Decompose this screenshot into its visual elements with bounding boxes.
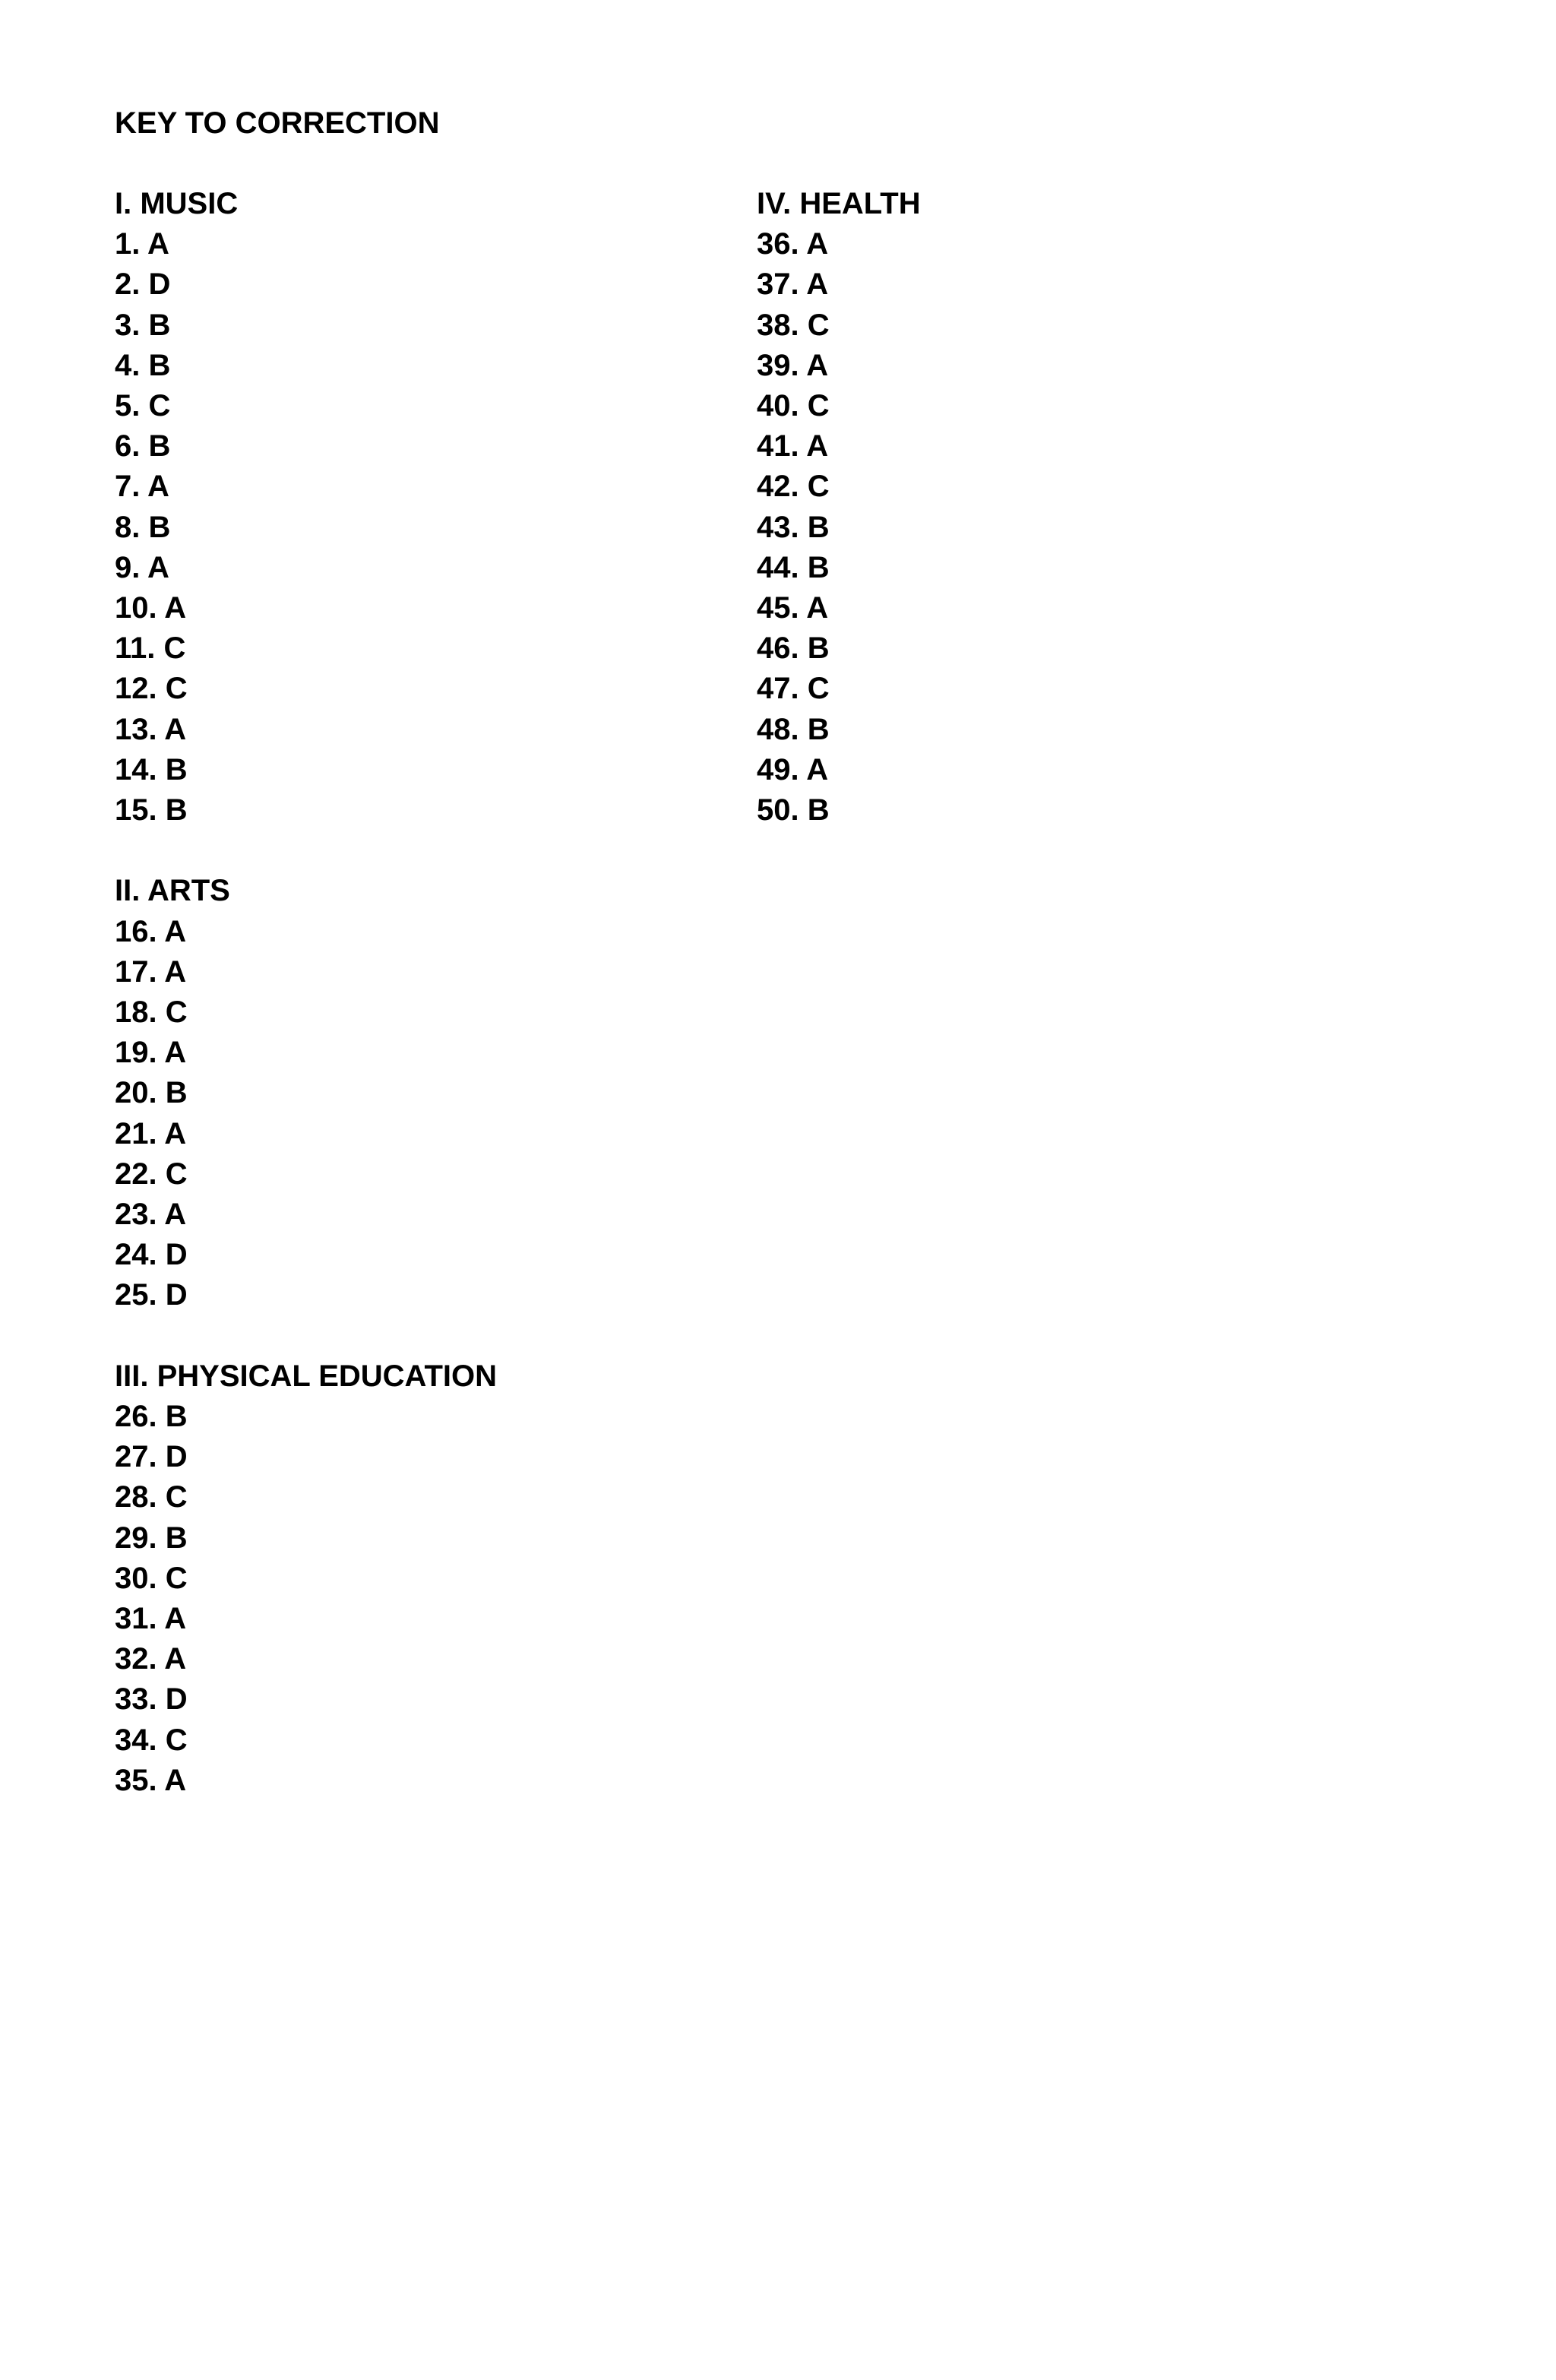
- answer-item: 7. A: [115, 470, 169, 504]
- answer-item: 6. B: [115, 429, 171, 464]
- answer-item: 36. A: [757, 227, 829, 261]
- section-heading-arts: II. ARTS: [115, 874, 230, 908]
- answer-item: 26. B: [115, 1400, 188, 1434]
- answer-item: 45. A: [757, 591, 829, 625]
- answer-item: 31. A: [115, 1602, 187, 1636]
- answer-item: 3. B: [115, 308, 171, 342]
- answer-item: 27. D: [115, 1440, 188, 1474]
- answer-item: 28. C: [115, 1480, 188, 1514]
- answer-item: 5. C: [115, 389, 171, 423]
- answer-item: 39. A: [757, 348, 829, 382]
- answer-item: 42. C: [757, 470, 830, 504]
- answer-item: 15. B: [115, 793, 188, 828]
- answer-item: 2. D: [115, 267, 171, 302]
- answer-item: 47. C: [757, 672, 830, 706]
- answer-item: 24. D: [115, 1238, 188, 1272]
- answer-item: 22. C: [115, 1157, 188, 1191]
- answer-item: 12. C: [115, 672, 188, 706]
- answer-item: 20. B: [115, 1076, 188, 1110]
- left-column: [115, 184, 497, 1801]
- answer-item: 38. C: [757, 308, 830, 342]
- answer-item: 17. A: [115, 954, 187, 989]
- answer-item: 49. A: [757, 752, 829, 786]
- answer-item: 13. A: [115, 712, 187, 746]
- answer-list-arts: [115, 912, 497, 1316]
- answer-item: 37. A: [757, 267, 829, 302]
- document-title: KEY TO CORRECTION: [115, 106, 440, 140]
- answer-item: 11. C: [115, 631, 186, 666]
- answer-item: 34. C: [115, 1723, 188, 1757]
- answer-item: 40. C: [757, 389, 830, 423]
- answer-item: 8. B: [115, 510, 171, 544]
- answer-item: 35. A: [115, 1763, 187, 1797]
- section-music: [115, 184, 497, 831]
- answer-item: 33. D: [115, 1682, 188, 1717]
- answer-list-physical-education: [115, 1397, 497, 1801]
- answer-item: 32. A: [115, 1642, 187, 1676]
- section-heading-music: I. MUSIC: [115, 187, 239, 220]
- answer-item: 23. A: [115, 1198, 187, 1232]
- section-arts: [115, 871, 497, 1315]
- answer-item: 43. B: [757, 510, 830, 544]
- answer-item: 9. A: [115, 550, 169, 584]
- answer-item: 25. D: [115, 1278, 188, 1312]
- section-heading-physical-education: III. PHYSICAL EDUCATION: [115, 1359, 498, 1393]
- section-health: [757, 184, 921, 831]
- answer-list-music: [115, 224, 497, 831]
- answer-item: 10. A: [115, 591, 187, 625]
- answer-item: 19. A: [115, 1036, 187, 1070]
- section-physical-education: [115, 1356, 497, 1801]
- answer-item: 30. C: [115, 1561, 188, 1595]
- answer-item: 4. B: [115, 348, 171, 382]
- answer-item: 18. C: [115, 995, 188, 1030]
- answer-list-health: [757, 224, 921, 831]
- answer-item: 41. A: [757, 429, 829, 464]
- answer-item: 44. B: [757, 550, 830, 584]
- section-heading-health: IV. HEALTH: [757, 187, 921, 220]
- answer-item: 50. B: [757, 793, 830, 828]
- answer-item: 1. A: [115, 227, 169, 261]
- answer-item: 16. A: [115, 914, 187, 948]
- right-column: [757, 184, 921, 831]
- answer-item: 29. B: [115, 1521, 188, 1555]
- answer-item: 46. B: [757, 631, 830, 666]
- answer-item: 14. B: [115, 752, 188, 786]
- answer-item: 21. A: [115, 1116, 187, 1150]
- answer-item: 48. B: [757, 712, 830, 746]
